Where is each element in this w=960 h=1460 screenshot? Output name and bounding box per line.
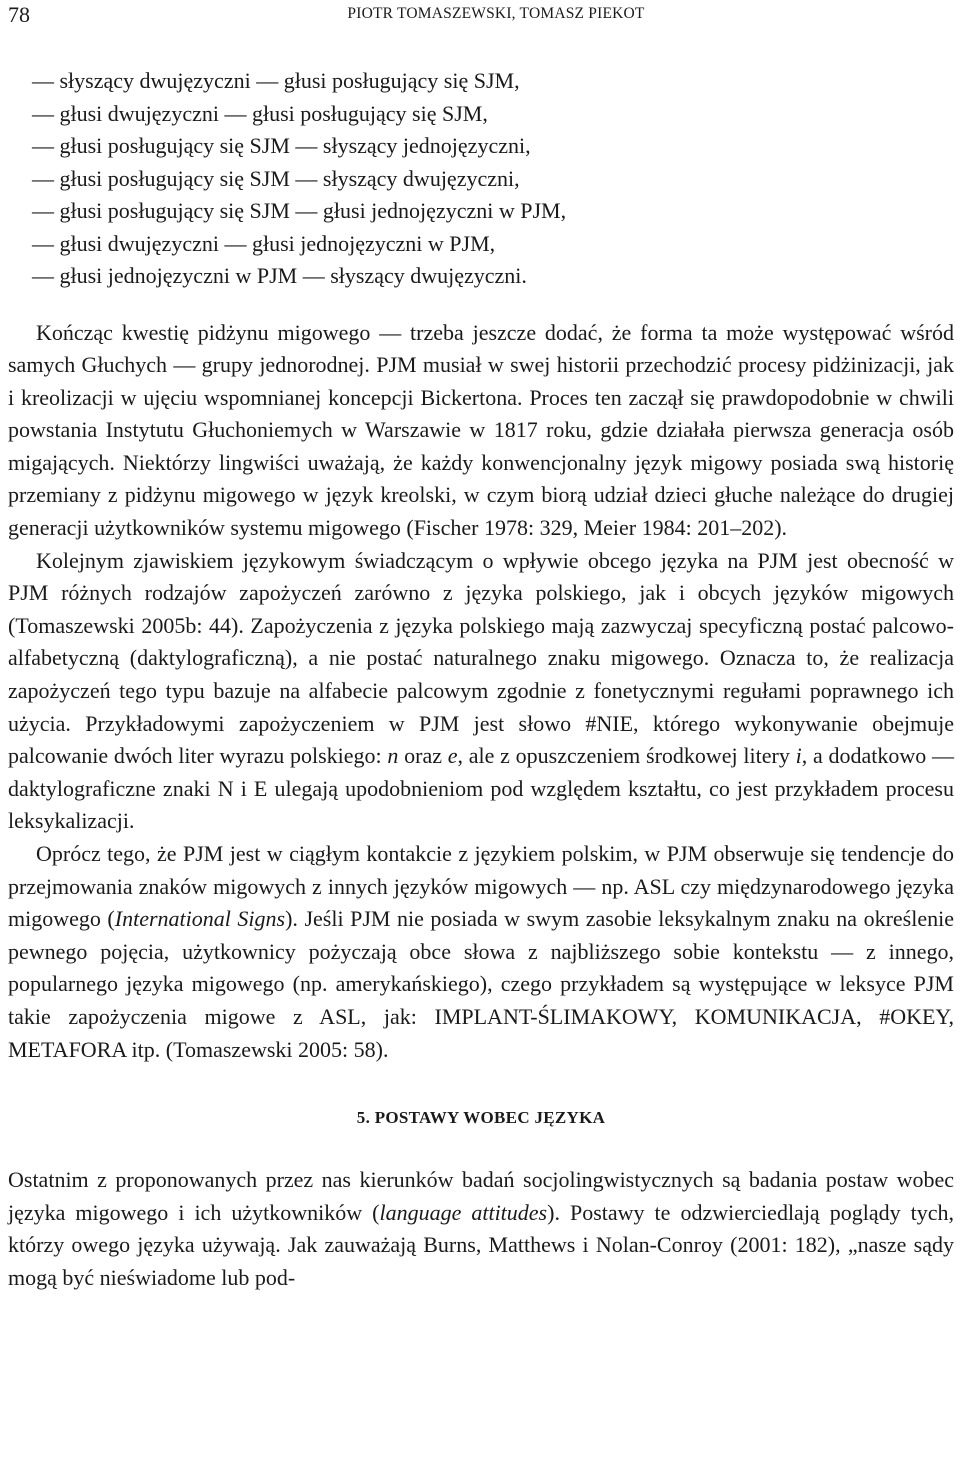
paragraph-attitudes [8, 1164, 954, 1294]
list-item: — głusi posługujący się SJM — słyszący dwujęzyczni, [32, 165, 520, 191]
paragraph-foreign-signs [8, 838, 954, 1066]
list-item: — słyszący dwujęzyczni — głusi posługujący się SJM, [32, 68, 520, 93]
page-header [8, 0, 954, 30]
italic-term: language attitudes [379, 1199, 548, 1225]
text-run: Ostatnim z proponowanych przez nas kierunków badań socjolingwistycznych są badania postaw wobec języka migowego i ich użytkowników ( [8, 1167, 954, 1225]
list-item: — głusi posługujący się SJM — słyszący jednojęzyczni, [32, 133, 531, 158]
text-run: Kolejnym zjawiskiem językowym świadczącym o wpływie obcego języka na PJM jest obecność w PJM różnych rodzajów zapożyczeń zarówno z języka polskiego, jak i obcych języków migowych (Tomaszewski 2005b: 44). Zapożyczenia z języka polskiego mają zazwyczaj specyficzną postać palcowo-alfabetyczną (daktylograficzną), a nie postać naturalnego znaku migowego. Oznacza to, że realizacja zapożyczeń tego typu bazuje na alfabecie palcowym zgodnie z fonetycznymi regułami poprawnego ich użycia. Przykładowymi zapożyczeniem w PJM jest słowo #NIE, którego wykonywanie obejmuje palcowanie dwóch liter wyrazu polskiego: [8, 547, 954, 769]
paragraph-pidgin: Kończąc kwestię pidżynu migowego — trzeba jeszcze dodać, że forma ta może występować wśród samych Głuchych — grupy jednorodnej. PJM musiał w swej historii przechodzić procesy pidżinizacji, jak i kreolizacji w ujęciu wspomnianej koncepcji Bickertona. Proces ten zaczął się prawdopodobnie w chwili powstania Instytutu Głuchoniemych w Warszawie w 1817 roku, gdzie działała pierwsza generacja osób migających. Niektórzy lingwiści uważają, że każdy konwencjonalny język migowy posiada swą historię przemiany z pidżynu migowego w język kreolski, w czym biorą udział dzieci głuche należące do drugiej generacji użytkowników systemu migowego (Fischer 1978: 329, Meier 1984: 201–202). [8, 319, 954, 541]
text-run: ). Jeśli PJM nie posiada w swym zasobie leksykalnym znaku na określenie pewnego pojęcia, użytkownicy pożyczają obce słowa z najbliższego sobie kontekstu — z innego, popularnego języka migowego (np. amerykańskiego), czego przykładem są występujące w leksyce PJM takie zapożyczenia migowe z ASL, jak: IMPLANT-ŚLIMAKOWY, KOMUNIKACJA, #OKEY, METAFORA itp. (Tomaszewski 2005: 58). [8, 906, 955, 1062]
text-run: ). Postawy te odzwierciedlają poglądy tych, którzy owego języka używają. Jak zauważają Burns, Matthews i Nolan-Conroy (2001: 182), „nasze sądy mogą być nieświadome lub pod- [8, 1199, 954, 1290]
list-item: — głusi dwujęzyczni — głusi jednojęzyczni w PJM, [32, 230, 496, 256]
text-run: , ale z opuszczeniem środkowej litery [457, 743, 796, 769]
text-run: oraz [398, 743, 448, 769]
italic-letter: n [387, 743, 399, 769]
page-number: 78 [8, 2, 30, 27]
document-page [8, 0, 954, 1460]
list-item: — głusi jednojęzyczni w PJM — słyszący dwujęzyczni. [32, 263, 527, 288]
italic-letter: i [795, 743, 802, 769]
italic-letter: e [447, 743, 458, 769]
list-item: — głusi dwujęzyczni — głusi posługujący się SJM, [32, 100, 488, 126]
paragraph-borrowings [8, 545, 954, 838]
pairs-list [8, 65, 954, 293]
running-head: PIOTR TOMASZEWSKI, TOMASZ PIEKOT [347, 5, 645, 22]
text-run: , a dodatkowo — daktylograficzne znaki N i E ulegają upodobnieniom pod względem kształtu, co jest przykładem procesu leksykalizacji. [8, 743, 954, 834]
body-text [8, 317, 954, 1295]
list-item: — głusi posługujący się SJM — głusi jednojęzyczni w PJM, [32, 198, 567, 223]
italic-term: International Signs [114, 906, 286, 932]
section-heading: 5. POSTAWY WOBEC JĘZYKA [356, 1108, 606, 1128]
text-run: Oprócz tego, że PJM jest w ciągłym kontakcie z językiem polskim, w PJM obserwuje się tendencje do przejmowania znaków migowych z innych języków migowych — np. ASL czy międzynarodowego języka migowego ( [8, 841, 954, 932]
